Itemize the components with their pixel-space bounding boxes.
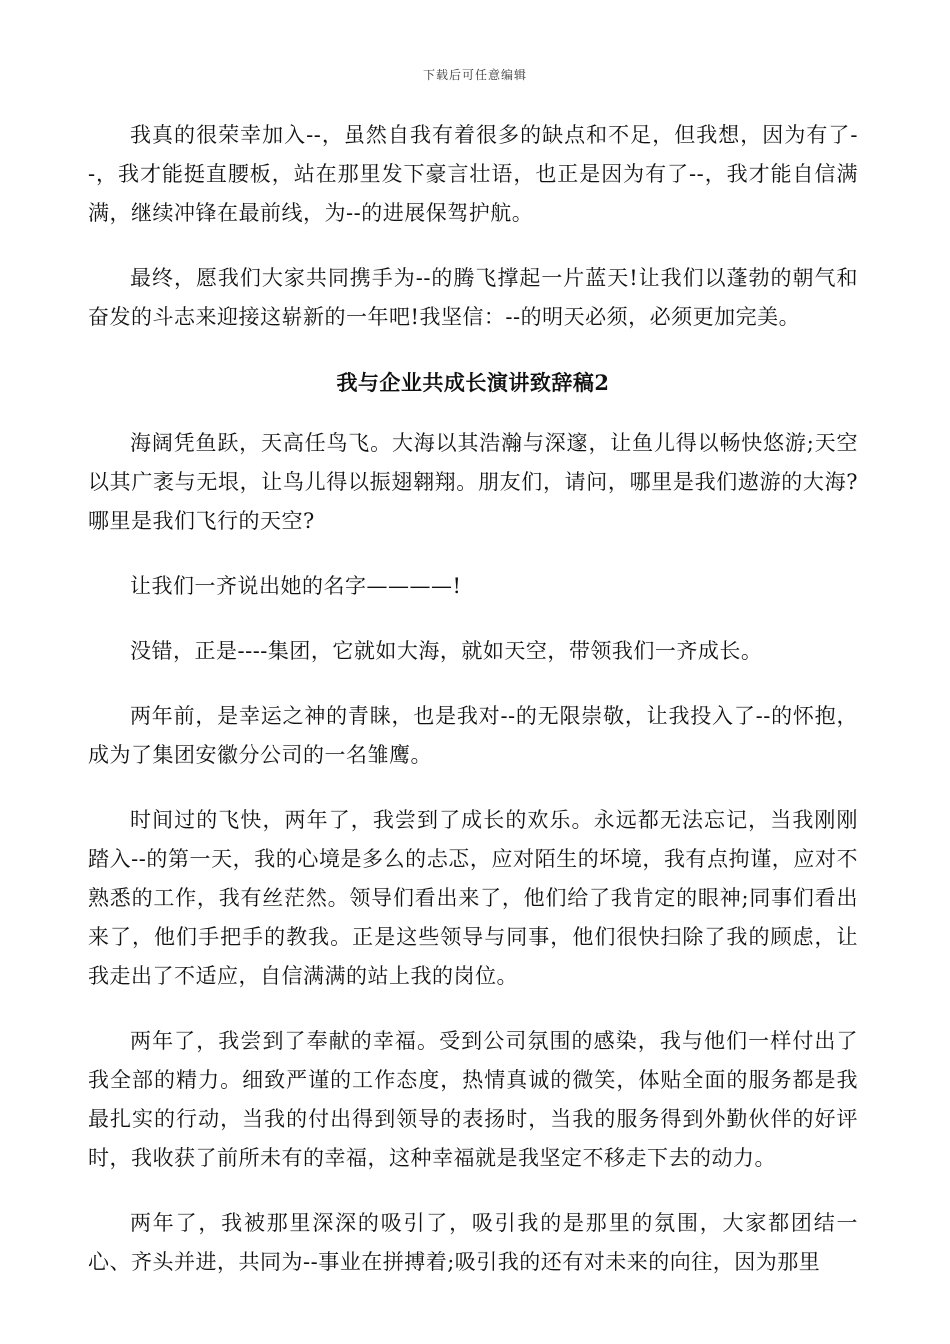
paragraph: 让我们一齐说出她的名字————! bbox=[130, 574, 462, 598]
paragraph: 最终，愿我们大家共同携手为--的腾飞撑起一片蓝天!让我们以蓬勃的朝气和奋发的斗志来迎接这崭新的一年吧!我坚信：--的明天必须，必须更加完美。 bbox=[88, 266, 858, 329]
paragraph: 时间过的飞快，两年了，我尝到了成长的欢乐。永远都无法忘记，当我刚刚踏入--的第一天，我的心境是多么的忐忑，应对陌生的坏境，我有点拘谨，应对不熟悉的工作，我有丝茫然。领导们看出来了，他们给了我肯定的眼神;同事们看出来了，他们手把手的教我。正是这些领导与同事，他们很快扫除了我的顾虑，让我走出了不适应，自信满满的站上我的岗位。 bbox=[88, 808, 858, 988]
header-note: 下载后可任意编辑 bbox=[422, 68, 527, 82]
paragraph: 两年了，我被那里深深的吸引了，吸引我的是那里的氛围，大家都团结一心、齐头并进，共同为--事业在拼搏着;吸引我的还有对未来的向往，因为那里 bbox=[88, 1211, 858, 1274]
paragraph: 海阔凭鱼跃，天高任鸟飞。大海以其浩瀚与深邃，让鱼儿得以畅快悠游;天空以其广袤与无垠，让鸟儿得以振翅翱翔。朋友们，请问，哪里是我们遨游的大海?哪里是我们飞行的天空? bbox=[88, 431, 858, 533]
section-heading: 我与企业共成长演讲致辞稿2 bbox=[336, 370, 610, 395]
paragraph: 没错，正是----集团，它就如大海，就如天空，带领我们一齐成长。 bbox=[130, 639, 763, 663]
paragraph: 我真的很荣幸加入--，虽然自我有着很多的缺点和不足，但我想，因为有了--，我才能挺直腰板，站在那里发下豪言壮语，也正是因为有了--，我才能自信满满，继续冲锋在最前线，为--的进展保驾护航。 bbox=[88, 123, 858, 225]
paragraph: 两年前，是幸运之神的青睐，也是我对--的无限崇敬，让我投入了--的怀抱，成为了集团安徽分公司的一名雏鹰。 bbox=[88, 704, 858, 767]
document-body bbox=[88, 116, 858, 1308]
paragraph: 两年了，我尝到了奉献的幸福。受到公司氛围的感染，我与他们一样付出了我全部的精力。细致严谨的工作态度，热情真诚的微笑，体贴全面的服务都是我最扎实的行动，当我的付出得到领导的表扬时，当我的服务得到外勤伙伴的好评时，我收获了前所未有的幸福，这种幸福就是我坚定不移走下去的动力。 bbox=[88, 1029, 858, 1170]
